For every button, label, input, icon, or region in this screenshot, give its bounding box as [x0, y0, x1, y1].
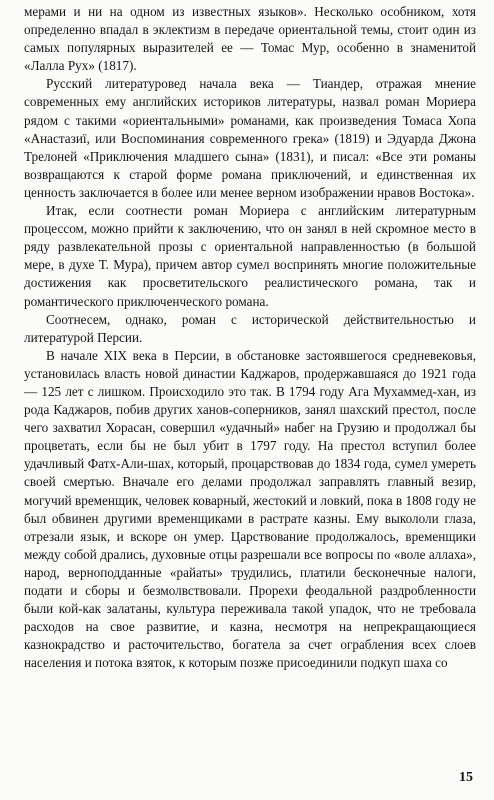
paragraph-persia-intro: Соотнесем, однако, роман с исторической действительностью и литературой Персии. [24, 311, 476, 345]
page-number: 15 [459, 770, 473, 785]
body-text [24, 3, 476, 672]
paragraph-tiander: Русский литературовед начала века — Тиандер, отражая мнение современных ему английских историков литературы, назвал роман Мориера рядом с такими «ориентальными» романами, как произведения Томаса Хопа «Анастазиї, или Воспоминания современного грека» (1819) и Эдуарда Джона Трелоней «Приключения младшего сына» (1831), и писал: «Все эти романы возвращаются к старой форме романа приключений, и единственная их ценность заключается в более или менее верном изображении нравов Востока». [24, 76, 476, 200]
paragraph-conclusion: Итак, если соотнести роман Мориера с английским литературным процессом, можно прийти к заключению, что он занял в ней скромное место в ряду развлекательной прозы с ориентальной направленностью (в большой мере, в духе Т. Мура), причем автор сумел воспринять многие положительные достижения как просветительского реалистического романа, так и романтического приключенческого романа. [24, 203, 476, 309]
paragraph-continuation: мерами и ни на одном из известных языков». Несколько особником, хотя определенно впадал в эклектизм в передаче ориентальной темы, стоит один из самых популярных выразителей ее — Томас Мур, особенно в знаменитой «Лалла Рух» (1817). [24, 4, 476, 74]
paragraph-qajar-history: В начале XIX века в Персии, в обстановке застоявшегося средневековья, установилась власть новой династии Каджаров, продержавшаяся до 1921 года — 125 лет с лишком. Происходило это так. В 1794 году Ага Мухаммед-хан, из рода Каджаров, побив других ханов-соперников, занял шахский престол, после чего захватил Хорасан, совершил «удачный» набег на Грузию и продолжал бы процветать, если бы не был убит в 1797 году. На престол вступил более удачливый Фатх-Али-шах, который, процарствовав до 1834 года, сумел умереть своей смертью. Вначале его делами продолжал заправлять главный везир, могучий временщик, человек коварный, жестокий и ловкий, пока в 1808 году не был обвинен другими временщиками в растрате казны. Ему выкололи глаза, отрезали язык, и вскоре он умер. Царствование продолжалось, временщики между собой дрались, духовные отцы разрешали все вопросы по «воле аллаха», народ, верноподданные «райаты» трудились, платили бесконечные налоги, подати и сборы и безмолвствовали. Прорехи феодальной раздробленности были кой-как залатаны, культура переживала такой упадок, что не требовала расходов на свое развитие, и казна, несмотря на непрекращающиеся казнокрадство и расточительство, богатела за счет ограбления всех слоев населения и потока взяток, к которым позже присоединили подкуп шаха со [24, 347, 476, 671]
